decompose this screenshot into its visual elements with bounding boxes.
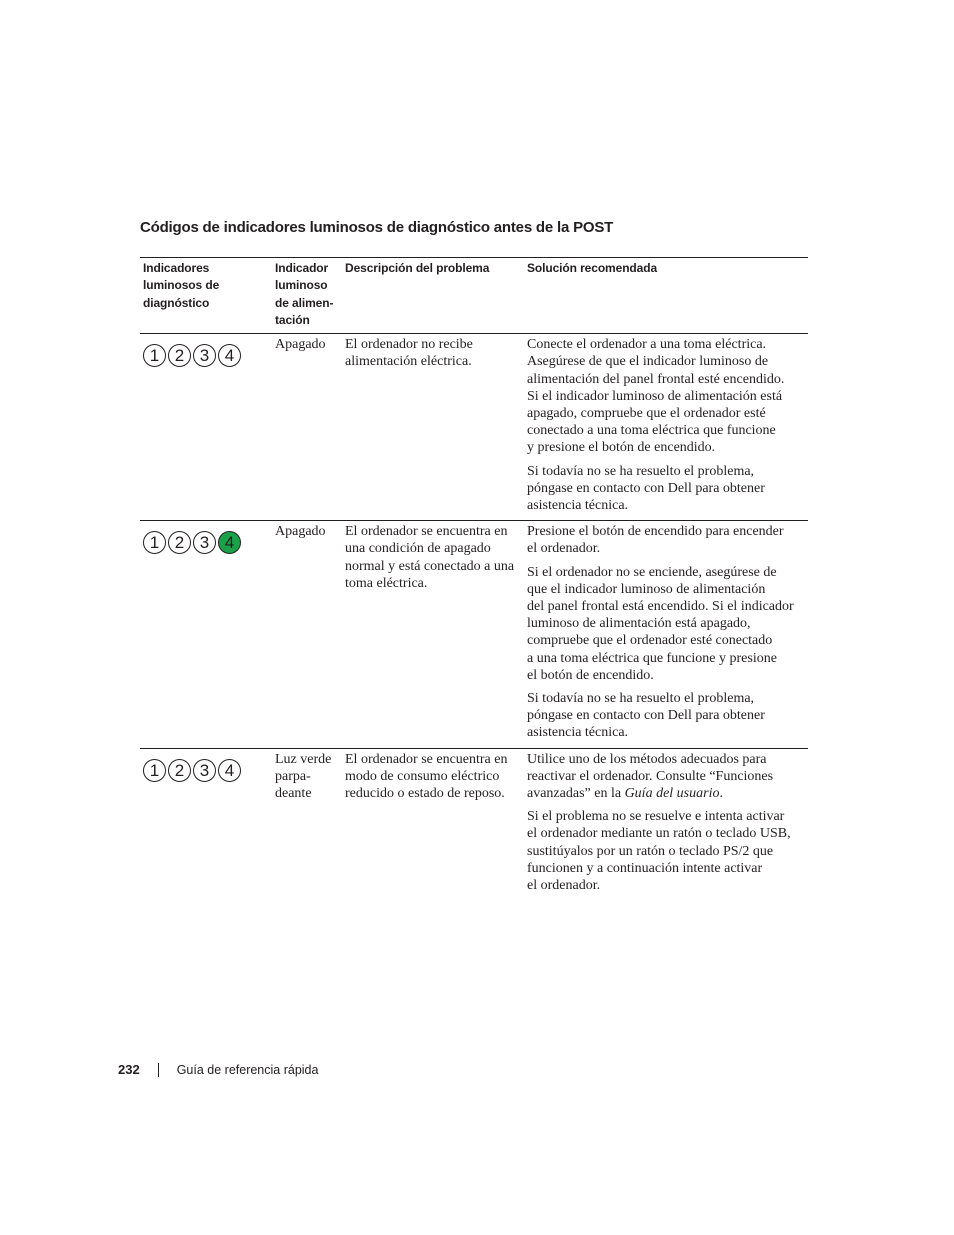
header-recommended-solution: Solución recomendada <box>524 258 808 334</box>
solution-line: Utilice uno de los métodos adecuados para <box>527 751 767 767</box>
diagnostic-light-1: 1 <box>143 759 166 782</box>
header-text: luminoso <box>275 278 328 293</box>
description-line: El ordenador se encuentra <box>345 524 491 540</box>
solution-line: que el indicador luminoso de alimentación <box>527 581 766 597</box>
diagnostic-light-3: 3 <box>193 344 216 367</box>
header-text: Indicador <box>275 261 329 275</box>
solution-line: apagado, compruebe que el ordenador esté <box>527 406 766 421</box>
solution-line: alimentación del panel frontal esté encendido. <box>527 371 785 387</box>
solution-line: reactivar el ordenador. Consulte “Funciones <box>527 768 774 784</box>
solution-paragraph <box>527 808 805 894</box>
header-problem-description: Descripción del problema <box>342 258 524 334</box>
solution-line: asistencia técnica. <box>527 725 629 741</box>
solution-line: y presione el botón de encendido. <box>527 440 716 456</box>
power-light-status: parpa- <box>275 768 311 784</box>
footer-title: Guía de referencia rápida <box>176 1063 319 1077</box>
description-line: reducido o estado de reposo. <box>345 786 505 802</box>
solution-line: Si el problema no se resuelve e intenta activar <box>527 809 785 825</box>
table-row <box>140 521 808 748</box>
page-number: 232 <box>118 1062 140 1077</box>
solution-line: Si todavía no se ha resuelto el problema, <box>527 691 755 707</box>
solution-paragraph <box>527 751 805 803</box>
solution-paragraph <box>527 523 805 557</box>
table-row <box>140 334 808 521</box>
solution-line: luminoso de alimentación está apagado, <box>527 616 751 632</box>
description-line: El ordenador no recibe <box>345 337 473 353</box>
solution-line: el ordenador mediante un ratón o teclado USB, <box>527 826 791 842</box>
solution-line: Presione el botón de encendido para encender <box>527 524 784 540</box>
problem-description-cell <box>342 521 524 748</box>
description-line: modo de consumo eléctrico <box>345 768 500 784</box>
solution-line: a una toma eléctrica que funcione y presione <box>527 650 777 666</box>
diagnostic-light-2: 2 <box>168 344 191 367</box>
header-text: diagnóstico <box>143 295 210 310</box>
description-line: El ordenador se encuentra en <box>345 751 508 767</box>
header-text: de alimen- <box>275 295 334 310</box>
header-text: Indicadores <box>143 261 210 275</box>
diagnostic-lights-cell <box>140 521 272 748</box>
solution-line: del panel frontal está encendido. Si el indicador <box>527 599 794 615</box>
power-light-status: Apagado <box>275 337 326 353</box>
diagnostic-light-3: 3 <box>193 531 216 554</box>
description-line: una toma eléctrica. <box>345 558 515 591</box>
diagnostic-light-2: 2 <box>168 531 191 554</box>
diagnostic-light-2: 2 <box>168 759 191 782</box>
power-light-cell <box>272 521 342 748</box>
solution-text: avanzadas” en la <box>527 786 625 802</box>
solution-line: el botón de encendido. <box>527 667 654 683</box>
solution-cell <box>524 521 808 748</box>
diagnostic-light-1: 1 <box>143 531 166 554</box>
power-light-status: deante <box>275 786 312 802</box>
solution-line: conectado a una toma eléctrica que funcione <box>527 423 776 439</box>
diagnostic-light-4: 4 <box>218 759 241 782</box>
solution-line <box>527 785 805 802</box>
solution-line: compruebe que el ordenador esté conectado <box>527 633 773 649</box>
problem-description-cell <box>342 748 524 900</box>
page-title: Códigos de indicadores luminosos de diagnóstico antes de la POST <box>140 219 614 236</box>
diagnostic-lights <box>143 336 269 367</box>
solution-line: póngase en contacto con Dell para obtener <box>527 708 765 724</box>
solution-cell <box>524 334 808 521</box>
diagnostic-lights <box>143 523 269 554</box>
solution-paragraph <box>527 463 805 515</box>
solution-line: Si el ordenador no se enciende, asegúrese de <box>527 564 777 580</box>
header-text: luminosos de <box>143 278 220 293</box>
description-line: en una condición de apagado <box>345 524 508 557</box>
solution-line: asistencia técnica. <box>527 498 629 514</box>
solution-text: . <box>719 786 723 802</box>
diagnostic-lights-cell <box>140 334 272 521</box>
diagnostic-light-3: 3 <box>193 759 216 782</box>
power-light-cell <box>272 748 342 900</box>
header-text: tación <box>275 312 310 327</box>
solution-line: Asegúrese de que el indicador luminoso de <box>527 354 769 370</box>
solution-line: sustitúyalos por un ratón o teclado PS/2 que <box>527 843 774 859</box>
diagnostic-lights <box>143 751 269 782</box>
solution-line: póngase en contacto con Dell para obtener <box>527 480 765 496</box>
table-row <box>140 748 808 900</box>
table-header-row <box>140 258 808 334</box>
problem-description-cell <box>342 334 524 521</box>
power-light-status: Apagado <box>275 524 326 540</box>
solution-paragraph <box>527 564 805 684</box>
description-line: normal y está conectado a <box>345 558 491 574</box>
diagnostic-lights-cell <box>140 748 272 900</box>
solution-line: el ordenador. <box>527 878 601 894</box>
solution-line: funcionen y a continuación intente activar <box>527 860 763 876</box>
diagnostic-light-4: 4 <box>218 531 241 554</box>
solution-cell <box>524 748 808 900</box>
solution-line: el ordenador. <box>527 541 601 557</box>
solution-line: Si el indicador luminoso de alimentación está <box>527 388 783 404</box>
diagnostic-codes-table <box>140 257 808 900</box>
solution-paragraph <box>527 336 805 456</box>
header-power-light <box>272 258 342 334</box>
solution-line: Conecte el ordenador a una toma eléctrica. <box>527 337 767 353</box>
header-diagnostic-lights <box>140 258 272 334</box>
power-light-status: Luz verde <box>275 751 332 767</box>
page-footer <box>118 1062 318 1077</box>
diagnostic-light-1: 1 <box>143 344 166 367</box>
power-light-cell <box>272 334 342 521</box>
user-guide-reference: Guía del usuario <box>624 786 720 802</box>
description-line: alimentación eléctrica. <box>345 354 472 370</box>
diagnostic-light-4: 4 <box>218 344 241 367</box>
solution-line: Si todavía no se ha resuelto el problema, <box>527 463 755 479</box>
solution-paragraph <box>527 690 805 742</box>
footer-divider <box>158 1063 159 1077</box>
